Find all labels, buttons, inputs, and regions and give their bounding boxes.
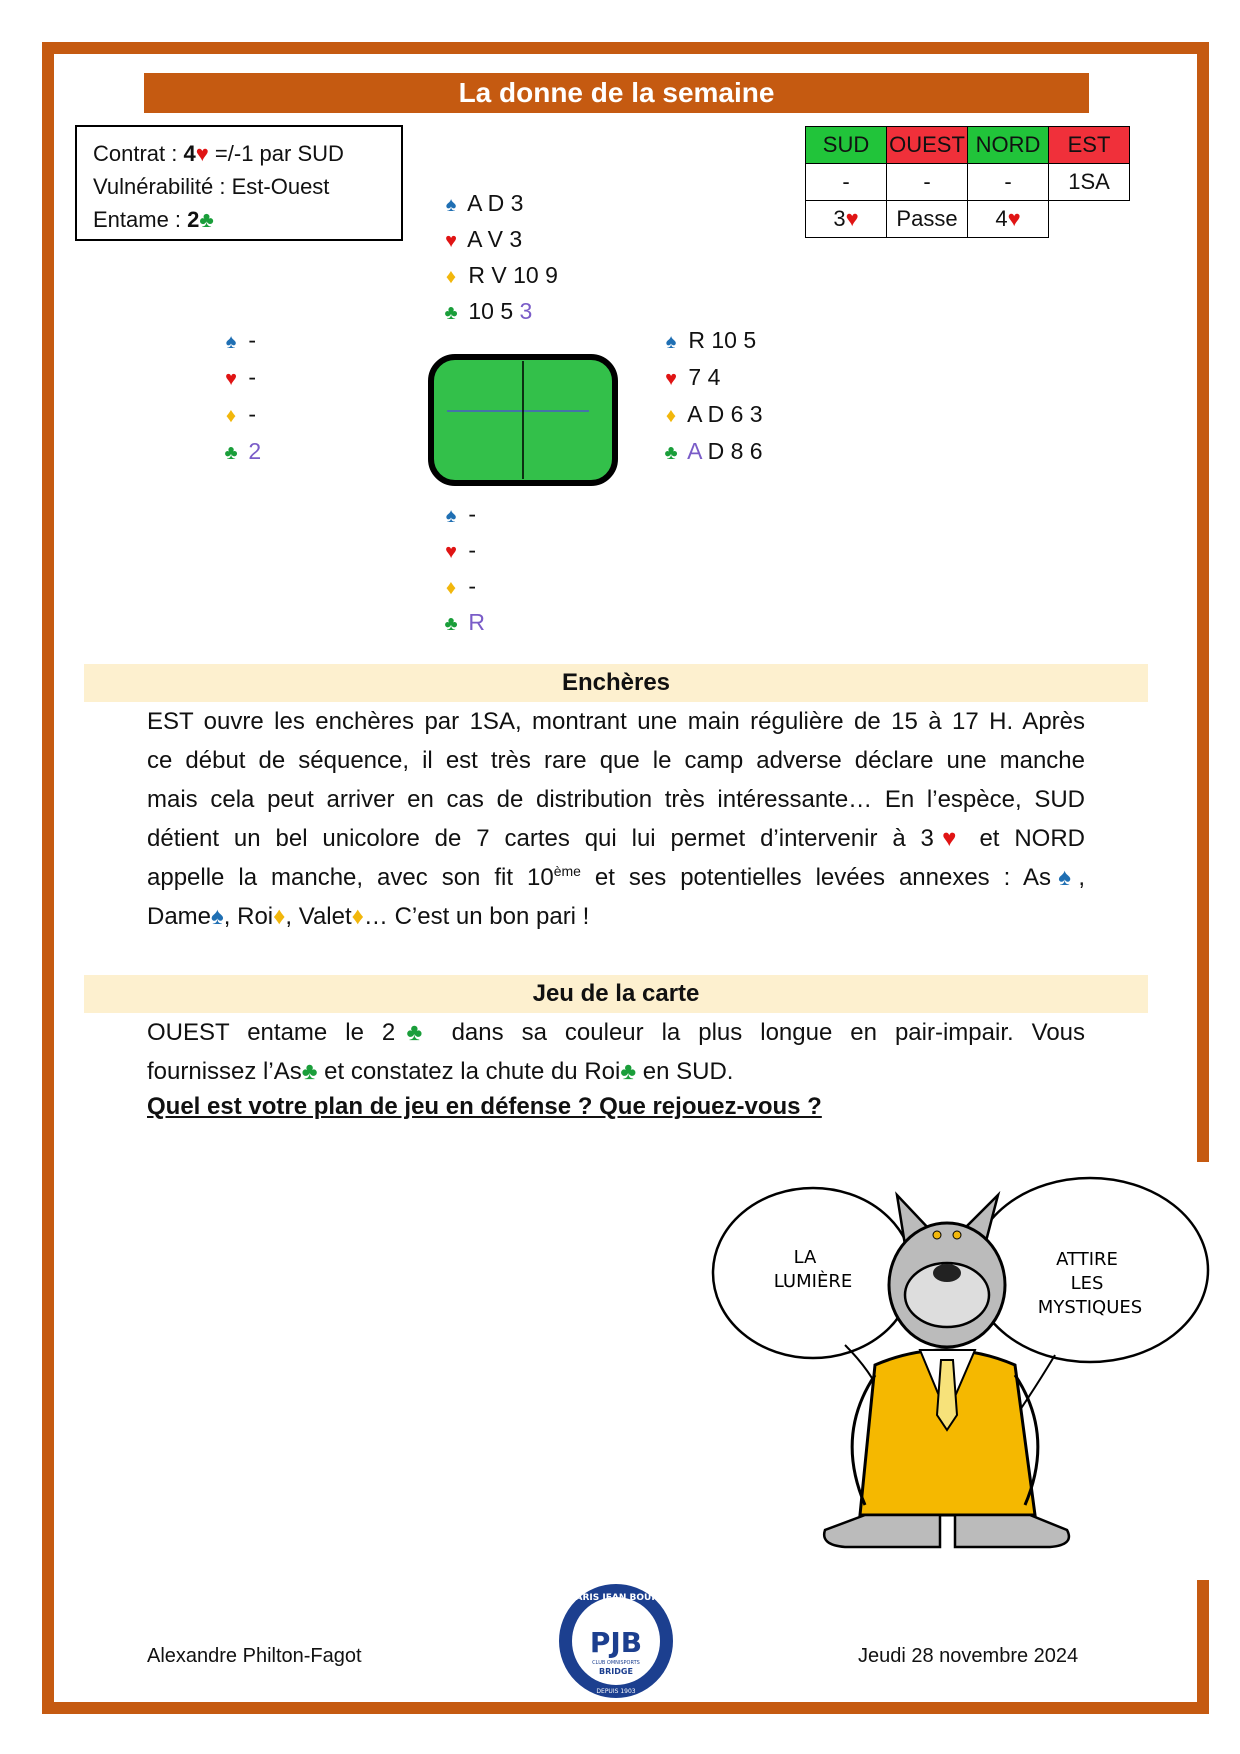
west-diamonds-cards: - <box>248 401 257 427</box>
lead-line <box>93 203 401 236</box>
footer-author: Alexandre Philton-Fagot <box>147 1645 362 1667</box>
club-icon: ♣ <box>395 1019 434 1046</box>
bidding-header-sud: SUD <box>806 127 887 164</box>
hand-south <box>440 497 485 641</box>
lead-value: 2 <box>187 207 200 232</box>
text-line: ce début de séquence, il est très rare que le camp adverse déclare une manche <box>147 747 1085 774</box>
text-line <box>147 1052 1085 1091</box>
east-hearts <box>660 360 763 397</box>
north-clubs-cards: 10 5 <box>468 298 514 324</box>
text-line: mais cela peut arriver en cas de distribution très intéressante… En l’espèce, SUD <box>147 786 1085 813</box>
encheres-paragraph <box>147 702 1085 936</box>
heart-icon: ♥ <box>845 206 859 231</box>
cartoon-cat-image <box>705 1175 1215 1555</box>
contract-label: Contrat : <box>93 141 184 166</box>
spade-icon: ♠ <box>211 903 224 930</box>
text-segment: fournissez l’As <box>147 1058 302 1085</box>
bidding-header-row <box>806 127 1130 164</box>
east-clubs-cards: D 8 6 <box>707 438 763 464</box>
section-heading-jeu: Jeu de la carte <box>84 975 1148 1013</box>
vulnerability-value: Est-Ouest <box>231 174 330 199</box>
bidding-header-nord: NORD <box>968 127 1049 164</box>
south-clubs <box>440 605 485 641</box>
page-frame-right <box>1197 42 1209 1162</box>
spade-icon: ♠ <box>665 331 677 353</box>
south-club-played: R <box>468 609 486 635</box>
contract-line <box>93 137 401 170</box>
diamond-icon: ♦ <box>225 405 237 427</box>
bidding-row <box>806 201 1130 238</box>
spade-icon: ♠ <box>1050 864 1079 891</box>
west-diamonds <box>220 397 261 434</box>
contract-level: 4 <box>183 141 196 166</box>
north-spades <box>440 186 558 222</box>
bid-cell: 1SA <box>1049 164 1130 201</box>
club-icon: ♣ <box>664 442 678 464</box>
text-segment: détient un bel unicolore de 7 cartes qui lui permet d’intervenir à 3 <box>147 825 934 852</box>
east-spades-cards: R 10 5 <box>688 327 757 353</box>
text-segment: dans sa couleur la plus longue en pair-impair. Vous <box>433 1019 1086 1046</box>
text-segment: Dame <box>147 903 212 930</box>
page-frame-left <box>42 42 54 1714</box>
text-segment: OUEST entame le 2 <box>147 1019 396 1046</box>
text-line <box>147 819 1085 858</box>
page-frame-right-lower <box>1197 1580 1209 1714</box>
heart-icon: ♥ <box>665 368 677 390</box>
west-hearts-cards: - <box>248 364 257 390</box>
spade-icon: ♠ <box>445 194 457 216</box>
logo-initials: PJB <box>589 1626 643 1659</box>
text-segment: et NORD <box>964 825 1086 852</box>
contract-box <box>75 125 403 241</box>
bid-cell: - <box>887 164 968 201</box>
page-frame-bottom <box>42 1702 1209 1714</box>
text-line <box>147 897 1085 936</box>
west-spades-cards: - <box>248 327 257 353</box>
page-title: La donne de la semaine <box>144 73 1089 113</box>
bid-nord-level: 4 <box>995 206 1008 231</box>
east-diamonds <box>660 397 763 434</box>
jeu-paragraph <box>147 1013 1085 1091</box>
bubble-right-line-3: MYSTIQUES <box>1037 1297 1143 1318</box>
east-club-played: A <box>687 438 702 464</box>
text-segment: , Roi <box>223 903 274 930</box>
bid-cell-empty <box>1049 201 1130 238</box>
south-spades-cards: - <box>468 501 477 527</box>
superscript: ème <box>553 863 581 879</box>
text-segment: et ses potentielles levées annexes : As <box>580 864 1051 891</box>
club-logo-icon <box>555 1580 677 1702</box>
text-segment: , Valet <box>285 903 352 930</box>
logo-top-text: PARIS JEAN BOUIN <box>569 1593 663 1603</box>
heart-icon: ♥ <box>933 825 965 852</box>
south-spades <box>440 497 485 533</box>
bridge-table-icon <box>427 353 619 487</box>
bidding-table <box>805 126 1130 238</box>
heart-icon: ♥ <box>445 541 457 563</box>
text-segment: … C’est un bon pari ! <box>363 903 590 930</box>
heart-icon: ♥ <box>195 141 209 166</box>
vulnerability-label: Vulnérabilité : <box>93 174 232 199</box>
text-segment: et constatez la chute du Roi <box>317 1058 621 1085</box>
vulnerability-line <box>93 170 401 203</box>
page-frame-top <box>42 42 1209 54</box>
east-clubs <box>660 434 763 471</box>
logo-since: DEPUIS 1903 <box>596 1688 636 1695</box>
north-spades-cards: A D 3 <box>467 190 524 216</box>
south-hearts-cards: - <box>468 537 477 563</box>
heart-icon: ♥ <box>225 368 237 390</box>
bid-sud-level: 3 <box>833 206 846 231</box>
bubble-right-line-2: LES <box>1070 1273 1104 1294</box>
text-line: EST ouvre les enchères par 1SA, montrant une main régulière de 15 à 17 H. Après <box>147 708 1085 735</box>
north-hearts <box>440 222 558 258</box>
bidding-header-est: EST <box>1049 127 1130 164</box>
footer-date: Jeudi 28 novembre 2024 <box>858 1645 1079 1667</box>
club-icon: ♣ <box>620 1058 637 1085</box>
question-text: Quel est votre plan de jeu en défense ? Que rejouez-vous ? <box>147 1093 822 1120</box>
bubble-left-line-1: LA <box>793 1247 817 1268</box>
bidding-row <box>806 164 1130 201</box>
logo-sub2: BRIDGE <box>599 1667 633 1676</box>
hand-north <box>440 186 558 330</box>
diamond-icon: ♦ <box>273 903 286 930</box>
diamond-icon: ♦ <box>351 903 364 930</box>
north-diamonds-cards: R V 10 9 <box>468 262 558 288</box>
contract-result: =/-1 par SUD <box>208 141 344 166</box>
north-clubs <box>440 294 558 330</box>
lead-label: Entame : <box>93 207 188 232</box>
section-heading-encheres: Enchères <box>84 664 1148 702</box>
south-diamonds <box>440 569 485 605</box>
bubble-right-line-1: ATTIRE <box>1056 1249 1118 1270</box>
diamond-icon: ♦ <box>445 266 457 288</box>
bid-cell: Passe <box>887 201 968 238</box>
club-icon: ♣ <box>224 442 238 464</box>
text-segment: en SUD. <box>636 1058 734 1085</box>
diamond-icon: ♦ <box>665 405 677 427</box>
spade-icon: ♠ <box>225 331 237 353</box>
text-segment: , <box>1078 864 1085 891</box>
bidding-header-ouest: OUEST <box>887 127 968 164</box>
east-spades <box>660 323 763 360</box>
heart-icon: ♥ <box>1007 206 1021 231</box>
east-diamonds-cards: A D 6 3 <box>687 401 763 427</box>
text-line <box>147 858 1085 897</box>
heart-icon: ♥ <box>445 230 457 252</box>
bubble-left-line-2: LUMIÈRE <box>773 1271 853 1292</box>
text-line <box>147 1013 1085 1052</box>
west-spades <box>220 323 261 360</box>
north-diamonds <box>440 258 558 294</box>
west-hearts <box>220 360 261 397</box>
bid-cell: - <box>968 164 1049 201</box>
bid-cell <box>806 201 887 238</box>
club-icon: ♣ <box>301 1058 318 1085</box>
hand-west <box>220 323 261 471</box>
club-icon: ♣ <box>199 207 214 232</box>
hand-east <box>660 323 763 471</box>
west-club-played: 2 <box>248 438 262 464</box>
spade-icon: ♠ <box>445 505 457 527</box>
diamond-icon: ♦ <box>445 577 457 599</box>
south-diamonds-cards: - <box>468 573 477 599</box>
text-segment: appelle la manche, avec son fit 10 <box>147 864 554 891</box>
bid-cell <box>968 201 1049 238</box>
east-hearts-cards: 7 4 <box>688 364 721 390</box>
north-club-played: 3 <box>519 298 533 324</box>
club-icon: ♣ <box>444 302 458 324</box>
club-icon: ♣ <box>444 613 458 635</box>
south-hearts <box>440 533 485 569</box>
north-hearts-cards: A V 3 <box>467 226 523 252</box>
west-clubs <box>220 434 261 471</box>
logo-sub1: CLUB OMNISPORTS <box>592 1660 640 1666</box>
bid-cell: - <box>806 164 887 201</box>
